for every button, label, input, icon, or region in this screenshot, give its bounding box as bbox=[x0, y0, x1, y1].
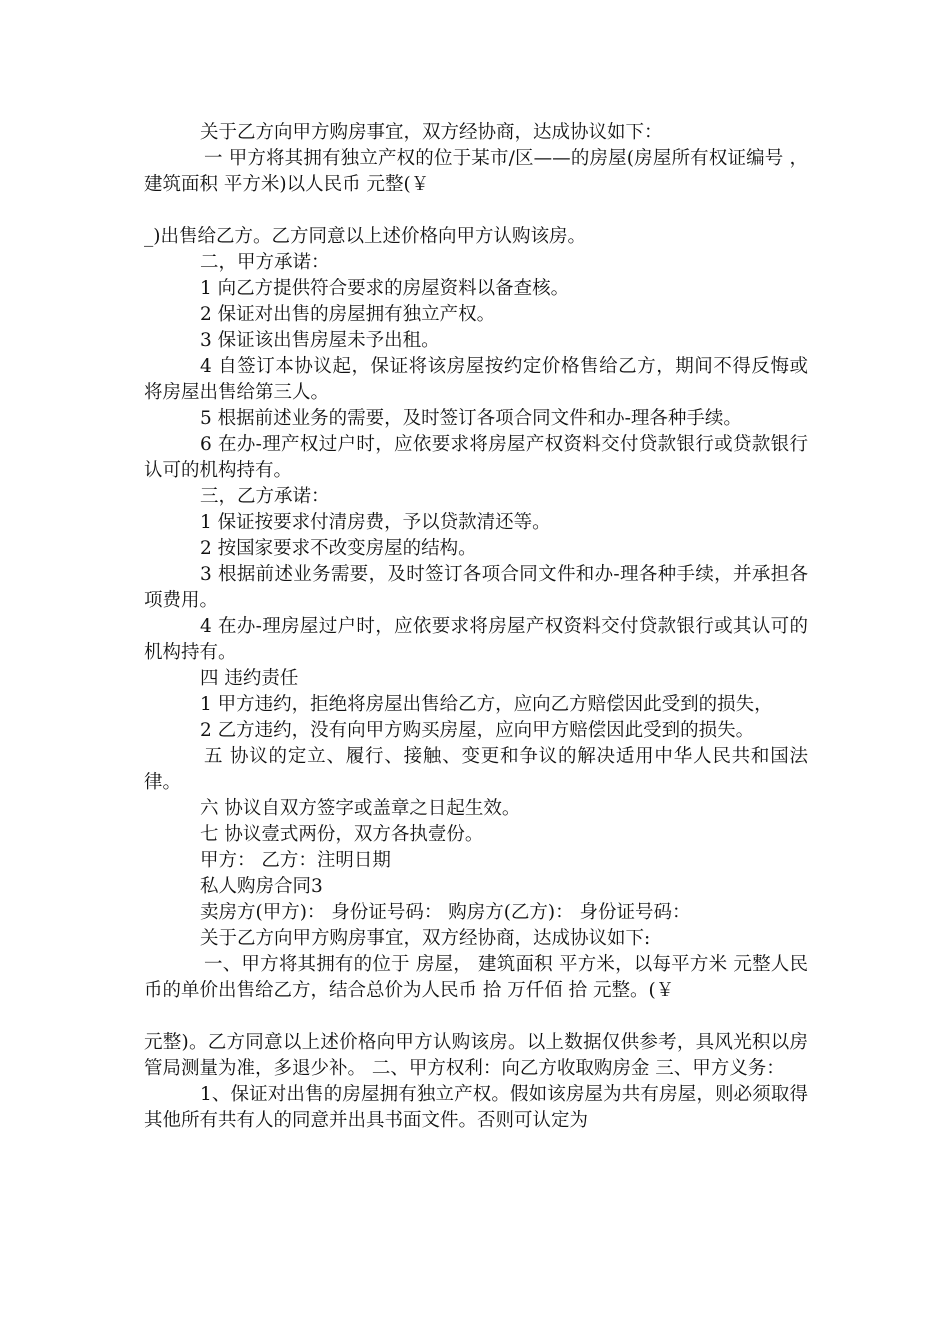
paragraph-signatures: 甲方： 乙方：注明日期 bbox=[200, 850, 391, 871]
paragraph-seller-5: 5 根据前述业务的需要，及时签订各项合同文件和办-理各种手续。 bbox=[200, 408, 742, 429]
paragraph-intro: 关于乙方向甲方购房事宜，双方经协商，达成协议如下： bbox=[200, 122, 663, 143]
heading-seller-commitments: 二，甲方承诺： bbox=[200, 252, 330, 273]
paragraph-clause-2-1-cont: 元整)。乙方同意以上述价格向甲方认购该房。以上数据仅供参考，具风光积以房管局测量为准，多退少补。 二、甲方权利：向乙方收取购房金 三、甲方义务： bbox=[144, 1032, 808, 1079]
paragraph-effective: 六 协议自双方签字或盖章之日起生效。 bbox=[200, 798, 521, 819]
paragraph-breach-2: 2 乙方违约，没有向甲方购买房屋，应向甲方赔偿因此受到的损失。 bbox=[200, 720, 755, 741]
paragraph-parties: 卖房方(甲方)： 身份证号码： 购房方(乙方)： 身份证号码： bbox=[200, 902, 691, 923]
paragraph-seller-4: 4 自签订本协议起，保证将该房屋按约定价格售给乙方，期间不得反悔或将房屋出售给第三人。 bbox=[144, 356, 808, 403]
paragraph-seller-6: 6 在办-理产权过户时，应依要求将房屋产权资料交付贷款银行或贷款银行认可的机构持有。 bbox=[144, 434, 808, 481]
paragraph-breach-1: 1 甲方违约，拒绝将房屋出售给乙方，应向乙方赔偿因此受到的损失， bbox=[200, 694, 773, 715]
paragraph-law: 五 协议的定立、履行、接触、变更和争议的解决适用中华人民共和国法律。 bbox=[144, 746, 808, 793]
paragraph-clause-1-cont: _)出售给乙方。乙方同意以上述价格向甲方认购该房。 bbox=[144, 226, 586, 247]
paragraph-buyer-4: 4 在办-理房屋过户时，应依要求将房屋产权资料交付贷款银行或其认可的机构持有。 bbox=[144, 616, 808, 663]
paragraph-seller-1: 1 向乙方提供符合要求的房屋资料以备查核。 bbox=[200, 278, 570, 299]
heading-breach: 四 违约责任 bbox=[200, 668, 299, 689]
heading-buyer-commitments: 三，乙方承诺： bbox=[200, 486, 330, 507]
paragraph-seller-2: 2 保证对出售的房屋拥有独立产权。 bbox=[200, 304, 496, 325]
paragraph-clause-2-1: 一、甲方将其拥有的位于 房屋， 建筑面积 平方米，以每平方米 元整人民币的单价出售给乙方，结合总价为人民币 拾 万仟佰 拾 元整。(￥ bbox=[144, 954, 808, 1001]
paragraph-intro-2: 关于乙方向甲方购房事宜，双方经协商，达成协议如下: bbox=[200, 928, 651, 949]
paragraph-buyer-1: 1 保证按要求付清房费，予以贷款清还等。 bbox=[200, 512, 551, 533]
paragraph-obligation-1: 1、保证对出售的房屋拥有独立产权。假如该房屋为共有房屋，则必须取得其他所有共有人的同意并出具书面文件。否则可认定为 bbox=[144, 1084, 808, 1131]
document-body bbox=[144, 120, 808, 1134]
paragraph-copies: 七 协议壹式两份，双方各执壹份。 bbox=[200, 824, 484, 845]
paragraph-clause-1: 一 甲方将其拥有独立产权的位于某市/区——的房屋(房屋所有权证编号 ，建筑面积 平方米)以人民币 元整(￥ bbox=[144, 148, 808, 195]
heading-contract-3: 私人购房合同3 bbox=[200, 876, 323, 897]
paragraph-buyer-3: 3 根据前述业务需要，及时签订各项合同文件和办-理各种手续，并承担各项费用。 bbox=[144, 564, 808, 611]
paragraph-buyer-2: 2 按国家要求不改变房屋的结构。 bbox=[200, 538, 477, 559]
paragraph-seller-3: 3 保证该出售房屋未予出租。 bbox=[200, 330, 440, 351]
